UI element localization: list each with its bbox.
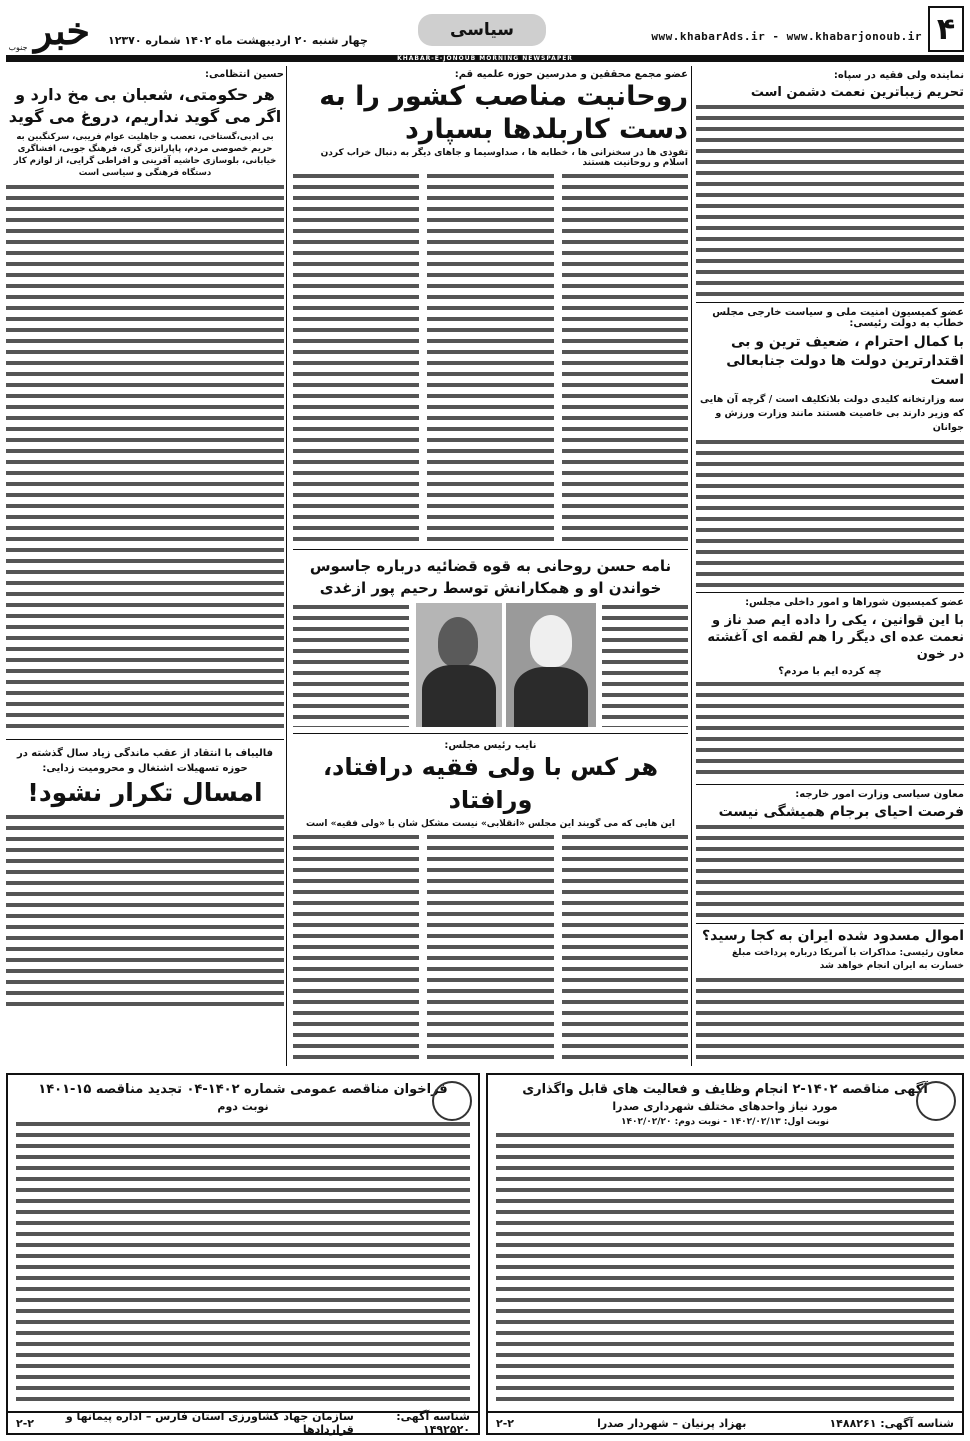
section-badge: سیاسی: [418, 14, 546, 46]
municipality-emblem-icon: [916, 1081, 956, 1121]
article-body: [6, 183, 284, 733]
ad-id: شناسه آگهی: ۱۴۹۲۵۲۰: [396, 1410, 470, 1436]
article-kicker: معاون رئیسی: مذاکرات با آمریکا درباره پرداخت مبلغ خسارت به ایران انجام خواهد شد: [732, 948, 964, 971]
left-column: [6, 66, 284, 1066]
article-headline[interactable]: هر کس با ولی فقیه درافتاد، ورافتاد: [322, 753, 659, 814]
article-headline[interactable]: هر حکومتی، شعبان بی مخ دارد و اگر می گوید نداریم، دروغ می گوید: [8, 85, 282, 126]
article-headline[interactable]: اموال مسدود شده ایران به کجا رسید؟: [702, 928, 964, 944]
ad-code: ۲-۲: [496, 1416, 515, 1430]
ad-body: [496, 1131, 954, 1401]
article-body: [696, 823, 964, 919]
logo-sub: جنوب: [8, 43, 28, 52]
article-body: [696, 103, 964, 298]
right-column: [696, 66, 964, 1066]
article-body: [293, 833, 419, 1066]
article-body: [293, 603, 409, 727]
article-headline[interactable]: با این قوانین ، یکی را داده ایم صد ناز و نعمت عده ای دیگر را هم لقمه ای آغشته در خون: [707, 613, 964, 662]
article-headline[interactable]: تحریم زیباترین نعمت دشمن است: [750, 85, 964, 100]
article-body: [562, 172, 688, 544]
ad-title[interactable]: فراخوان مناقصه عمومی شماره ۱۴۰۲-۰۴ تجدید مناقصه ۱۵-۱۴۰۱: [38, 1082, 448, 1097]
article-kicker: فالیباف با انتقاد از عقب ماندگی زیاد سال گذشته در حوزه تسهیلات اشتغال و محرومیت زدایی:: [16, 748, 274, 774]
article-body: [602, 603, 688, 727]
ad-id: شناسه آگهی: ۱۴۸۸۲۶۱: [829, 1416, 954, 1430]
lead-headline[interactable]: روحانیت مناصب کشور را به دست کاربلدها بسپارد: [319, 81, 688, 145]
article-kicker: نایب رئیس مجلس:: [444, 740, 537, 751]
article-kicker: عضو کمیسیون امنیت ملی و سیاست خارجی مجلس خطاب به دولت رئیسی:: [712, 307, 964, 329]
article-summary: بی ادبی،گستاخی، تعصب و جاهلیت عوام فریبی، سرکنگبین به حریم خصوصی مردم، پاپاراتزی گری، فرهنگ جویی، افشاگری خیابانی، بلوسازی حاشیه آفرینی و افراطی گرایی، از لوازم کار دستگاه فرهنگی و سیاسی است: [13, 132, 277, 178]
ad-footer: [8, 1410, 478, 1436]
photo-rouhani: [506, 603, 596, 727]
article-body: [427, 833, 553, 1066]
article-body: [293, 172, 419, 544]
article-headline[interactable]: با کمال احترام ، ضعیف ترین و بی اقتدارترین دولت ها دولت جنابعالی است: [726, 334, 964, 388]
article-kicker: حسین انتظامی:: [204, 69, 284, 80]
article-body: [427, 172, 553, 544]
newspaper-logo: [4, 4, 104, 54]
ad-signer: سازمان جهاد کشاورزی استان فارس – اداره پیمانها و قراردادها: [65, 1410, 354, 1436]
masthead-ribbon: KHABAR-E-JONOUB MORNING NEWSPAPER: [6, 55, 964, 62]
page-number: ۴: [928, 6, 964, 52]
ad-code: ۲-۲: [16, 1416, 34, 1430]
logo-text: خبر: [34, 8, 90, 53]
article-body: [562, 833, 688, 1066]
article-subhead: سه وزارتخانه کلیدی دولت بلاتکلیف است / گرچه آن هایی که وزیر دارند بی خاصیت هستند مانند وزارت ورزش و جوانان: [700, 394, 964, 433]
ad-subtitle: مورد نیاز واحدهای مختلف شهرداری صدرا: [612, 1100, 838, 1113]
jahad-emblem-icon: [432, 1081, 472, 1121]
ad-subtitle: نوبت دوم: [217, 1100, 269, 1113]
article-headline[interactable]: فرصت احیای برجام همیشگی نیست: [718, 804, 964, 820]
article-body: [696, 438, 964, 588]
article-headline[interactable]: امسال تکرار نشود!: [27, 778, 263, 807]
photo-rahimpour: [416, 603, 502, 727]
article-kicker: عضو مجمع محققین و مدرسین حوزه علمیه قم:: [454, 69, 688, 80]
ad-footer: [488, 1411, 962, 1433]
article-body: [6, 813, 284, 1009]
ad-signer: بهزاد پرنیان – شهردار صدرا: [597, 1416, 747, 1430]
ad-title[interactable]: آگهی مناقصه ۱۴۰۲-۲ انجام وظایف و فعالیت های قابل واگذاری: [522, 1082, 928, 1097]
article-kicker: نماینده ولی فقیه در سپاه:: [833, 70, 964, 81]
article-headline[interactable]: نامه حسن روحانی به قوه قضائیه درباره جاسوس خواندن او و همکارانش توسط رحیم پور ازغدی: [309, 557, 672, 597]
article-summary: این هایی که می گویند این مجلس «انقلابی» نیست مشکل شان با «ولی فقیه» است: [305, 819, 676, 829]
middle-column: [293, 66, 688, 1066]
ad-dates: نوبت اول: ۱۴۰۲/۰۲/۱۳ - نوبت دوم: ۱۴۰۲/۰۲/۲۰: [621, 1117, 829, 1127]
tender-ad-agriculture: [6, 1073, 480, 1435]
masthead: [0, 0, 970, 62]
ad-body: [16, 1120, 470, 1406]
column-divider: [691, 66, 692, 1066]
website-url[interactable]: www.khabarAds.ir - www.khabarjonoub.ir: [651, 30, 922, 43]
column-divider: [286, 66, 287, 1066]
article-body: [696, 680, 964, 780]
article-kicker: عضو کمیسیون شوراها و امور داخلی مجلس:: [745, 597, 964, 608]
issue-date: چهار شنبه ۲۰ اردیبهشت ماه ۱۴۰۲ شماره ۱۲۳۷۰: [108, 34, 368, 47]
tender-ad-sadra: [486, 1073, 964, 1435]
lead-summary: تفوذی ها در سخنرانی ها ، خطابه ها ، صداوسیما و جاهای دیگر به دنبال خراب کردن اسلام و روحانیت هستند: [320, 148, 688, 168]
article-kicker: معاون سیاسی وزارت امور خارجه:: [795, 789, 964, 800]
article-body: [696, 976, 964, 1066]
article-subhead: چه کرده ایم با مردم؟: [778, 666, 882, 677]
